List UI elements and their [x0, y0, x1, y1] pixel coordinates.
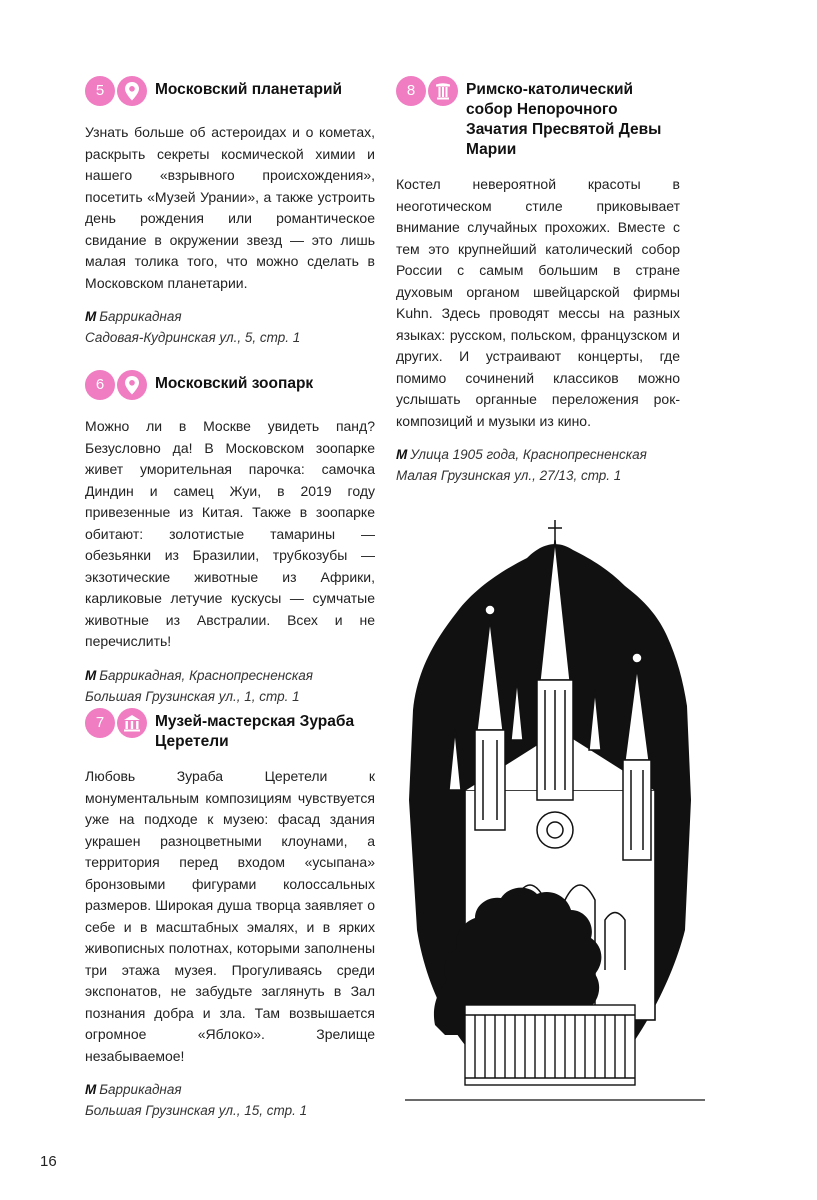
metro-line: [85, 306, 375, 327]
entry-description: Костел невероятной красоты в неоготическом стиле приковывает внимание случайных прохожих. Вместе с тем это крупнейший католический собор России с самым большим в стране духовым органом швейцарской фирмы Kuhn. Здесь проводят мессы на разных языках: русском, польском, французском и других. И устраивают концерты, где помимо сочинений классиков можно услышать органные переложения рок-композиций и музыки из кино.: [396, 176, 680, 429]
entry-title: Музей-мастерская Зураба Церетели: [155, 713, 355, 750]
metro-line: [396, 444, 680, 465]
entry-description: Узнать больше об астероидах и о кометах, раскрыть секреты космической химии и нашего «взрывного происхождения», посетить «Музей Урании», а также устроить день рождения или романтическое свидание в окружении звезд — это лишь малая толика того, что можно сделать в Московском планетарии.: [85, 124, 375, 291]
metro-stations: Баррикадная: [99, 1082, 182, 1097]
location-pin-icon: [117, 370, 147, 400]
page-number: 16: [40, 1153, 57, 1170]
metro-line: [85, 665, 375, 686]
column-icon: [428, 76, 458, 106]
entry-location: [85, 1079, 375, 1121]
fence: [465, 1005, 635, 1085]
entry-planetarium: [85, 76, 375, 348]
entry-description: Можно ли в Москве увидеть панд? Безусловно да! В Московском зоопарке живет уморительная парочка: самочка Диндин и самец Жуи, в 2019 году привезенные из Китая. Также в зоопарке обитают: золотистые тамарины — обезьянки из Бразилии, трубкозубы — экзотические животные из Африки, карликовые летучие кускусы — сумчатые животные из Австралии. Всех и не перечислить!: [85, 418, 375, 649]
metro-stations: Баррикадная, Краснопресненская: [99, 667, 313, 683]
entry-header: [85, 708, 375, 752]
metro-line: [85, 1079, 375, 1100]
metro-stations: Улица 1905 года, Краснопресненская: [410, 447, 647, 462]
metro-icon: М: [85, 1082, 97, 1097]
metro-icon: М: [396, 447, 408, 462]
entry-location: [85, 665, 375, 707]
number-badge: 5: [85, 76, 115, 106]
entry-location: [85, 306, 375, 348]
number-badge: 8: [396, 76, 426, 106]
address: Малая Грузинская ул., 27/13, стр. 1: [396, 468, 622, 483]
entry-catholic-cathedral: [396, 76, 680, 486]
entry-title: Московский зоопарк: [155, 375, 314, 392]
entry-location: [396, 444, 680, 486]
entry-header: [85, 76, 375, 108]
metro-icon: М: [85, 667, 97, 683]
number-badge: 7: [85, 708, 115, 738]
entry-header: [85, 370, 375, 402]
cathedral-illustration: [405, 500, 705, 1112]
entry-description: Любовь Зураба Церетели к монументальным композициям чувствуется уже на подходе к музею: фасад здания украшен разноцветными клоунами, а территория перед входом «усыпана» бронзовыми фигурами колоссальных размеров. Широкая душа творца заявляет о себе и в масштабных эмалях, и в ярких живописных полотнах, которыми заполнены три этажа музея. Прогуливаясь среди экспонатов, не забудьте заглянуть в Зал познания добра и зла. Там возвышается огромное «Яблоко». Зрелище незабываемое!: [85, 768, 375, 1064]
address: Садовая-Кудринская ул., 5, стр. 1: [85, 330, 301, 345]
location-pin-icon: [117, 76, 147, 106]
metro-stations: Баррикадная: [99, 309, 182, 324]
entry-zoo: [85, 370, 375, 707]
address: Большая Грузинская ул., 15, стр. 1: [85, 1103, 308, 1118]
entry-title: Московский планетарий: [155, 81, 343, 98]
entry-header: [396, 76, 680, 160]
entry-title: Римско-католический собор Непорочного Зачатия Пресвятой Девы Марии: [466, 81, 662, 158]
metro-icon: М: [85, 309, 97, 324]
entry-tsereteli-museum: [85, 708, 375, 1121]
museum-icon: [117, 708, 147, 738]
number-badge: 6: [85, 370, 115, 400]
address: Большая Грузинская ул., 1, стр. 1: [85, 688, 300, 704]
